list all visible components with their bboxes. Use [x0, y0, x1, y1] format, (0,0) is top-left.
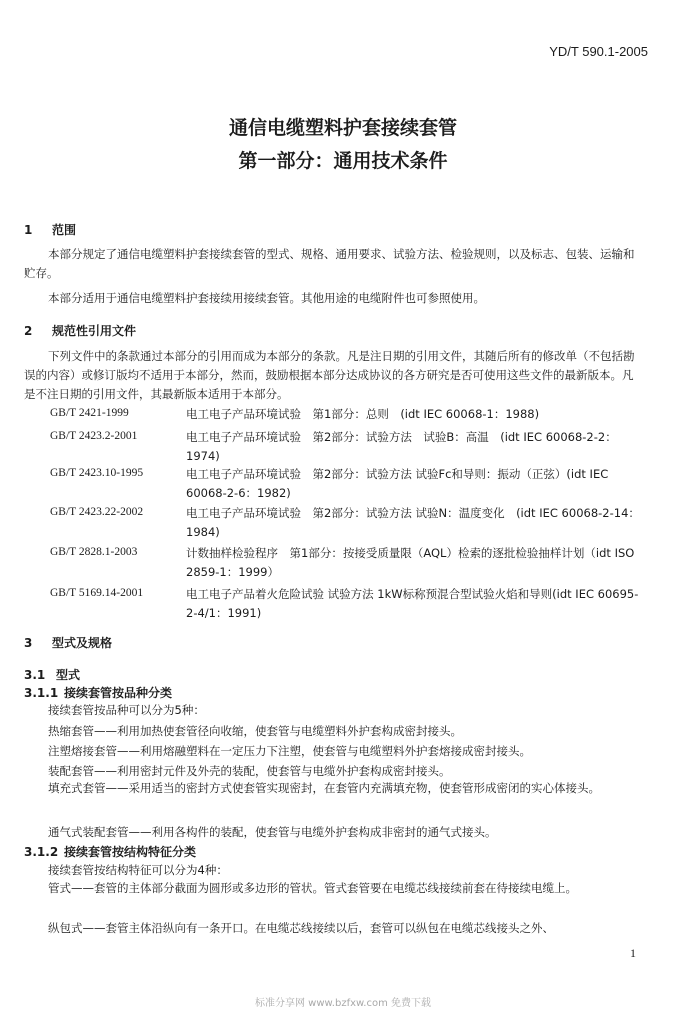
list-item: 纵包式——套管主体沿纵向有一条开口。在电缆芯线接续以后，套管可以纵包在电缆芯线接头之外、	[48, 921, 554, 935]
subsection-heading-3-1	[24, 666, 80, 683]
reference-code: GB/T 2423.10-1995	[50, 467, 144, 479]
reference-code: GB/T 2423.22-2002	[50, 506, 144, 518]
section-heading-normative-references	[24, 322, 136, 339]
section-title: 规范性引用文件	[52, 324, 137, 338]
standard-code: YD/T 590.1-2005	[549, 44, 648, 59]
scope-paragraph-1: 本部分规定了通信电缆塑料护套接续套管的型式、规格、通用要求、试验方法、检验规则，以及标志、包装、运输和贮存。	[24, 247, 635, 280]
page-number: 1	[630, 946, 636, 960]
section-heading-types-specs	[24, 634, 112, 651]
subsection-heading-3-1-1	[24, 684, 172, 701]
reference-code: GB/T 2423.2-2001	[50, 430, 138, 442]
subsection-heading-3-1-2	[24, 843, 196, 860]
reference-title: 计数抽样检验程序 第1部分：按接受质量限（AQL）检索的逐批检验抽样计划（idt ISO 2859-1：1999）	[186, 546, 635, 579]
list-intro: 接续套管按品种可以分为5种：	[48, 703, 205, 717]
footer-watermark: 标准分享网 www.bzfxw.com 免费下载	[255, 998, 431, 1009]
reference-title: 电工电子产品环境试验 第1部分：总则 (idt IEC 60068-1：1988)	[186, 407, 540, 421]
subsection-number: 3.1	[24, 668, 46, 682]
reference-code: GB/T 2421-1999	[50, 407, 129, 419]
references-intro-paragraph: 下列文件中的条款通过本部分的引用而成为本部分的条款。凡是注日期的引用文件，其随后所有的修改单（不包括勘误的内容）或修订版均不适用于本部分，然而，鼓励根据本部分达成协议的各方研究是否可使用这些文件的最新版本。凡是不注日期的引用文件，其最新版本适用于本部分。	[24, 349, 635, 401]
section-title: 型式及规格	[52, 636, 113, 650]
scope-paragraph-2: 本部分适用于通信电缆塑料护套接续用接续套管。其他用途的电缆附件也可参照使用。	[48, 291, 485, 305]
section-heading-scope	[24, 221, 76, 238]
section-number: 2	[24, 324, 33, 338]
subsection-number: 3.1.2	[24, 845, 59, 859]
section-title: 范围	[52, 223, 77, 237]
list-item: 热缩套管——利用加热使套管径向收缩，使套管与电缆塑料外护套构成密封接头。	[48, 724, 462, 738]
subsection-title: 接续套管按品种分类	[64, 686, 173, 700]
list-item: 通气式装配套管——利用各构件的装配，使套管与电缆外护套构成非密封的通气式接头。	[48, 825, 497, 839]
list-item: 注塑熔接套管——利用熔融塑料在一定压力下注塑，使套管与电缆塑料外护套熔接成密封接头。	[48, 744, 531, 758]
reference-code: GB/T 2828.1-2003	[50, 546, 138, 558]
list-item: 装配套管——利用密封元件及外壳的装配，使套管与电缆外护套构成密封接头。	[48, 764, 451, 778]
list-item: 填充式套管——采用适当的密封方式使套管实现密封，在套管内充满填充物，使套管形成密闭的实心体接头。	[48, 781, 600, 795]
subsection-number: 3.1.1	[24, 686, 59, 700]
reference-title: 电工电子产品环境试验 第2部分：试验方法 试验N：温度变化 (idt IEC 60068-2-14：1984)	[186, 506, 640, 539]
reference-title: 电工电子产品着火危险试验 试验方法 1kW标称预混合型试验火焰和导则(idt IEC 60695-2-4/1：1991)	[186, 587, 639, 620]
reference-title: 电工电子产品环境试验 第2部分：试验方法 试验B：高温 (idt IEC 60068-2-2：1974)	[186, 430, 617, 463]
section-number: 1	[24, 223, 33, 237]
list-item: 管式——套管的主体部分截面为圆形或多边形的管状。管式套管要在电缆芯线接续前套在待接续电缆上。	[48, 881, 577, 895]
subsection-title: 型式	[56, 668, 81, 682]
section-number: 3	[24, 636, 33, 650]
reference-title: 电工电子产品环境试验 第2部分：试验方法 试验Fc和导则：振动（正弦）(idt IEC 60068-2-6：1982)	[186, 467, 609, 500]
document-subtitle: 第一部分：通用技术条件	[238, 150, 448, 172]
subsection-title: 接续套管按结构特征分类	[64, 845, 197, 859]
list-intro: 接续套管按结构特征可以分为4种：	[48, 863, 228, 877]
reference-code: GB/T 5169.14-2001	[50, 587, 144, 599]
document-title: 通信电缆塑料护套接续套管	[228, 117, 457, 139]
